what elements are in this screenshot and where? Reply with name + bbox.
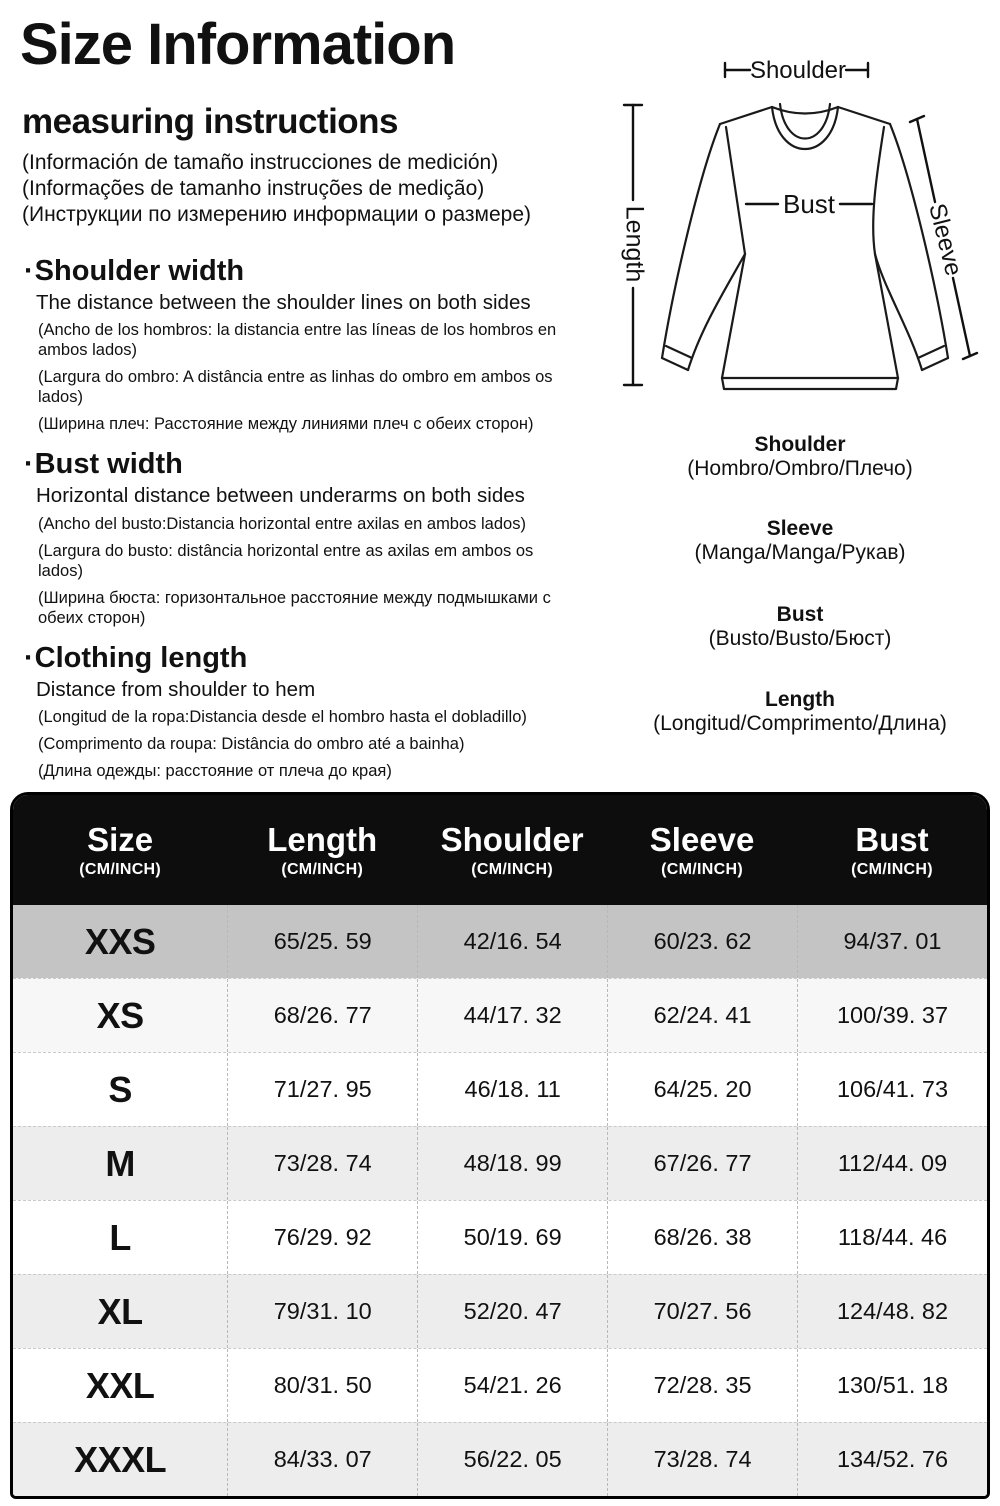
header-unit: (CM/INCH) xyxy=(661,861,743,879)
translation-pt: (Comprimento da roupa: Distância do ombro até a bainha) xyxy=(38,735,465,754)
measuring-sections xyxy=(24,256,589,796)
table-row-xxxl xyxy=(13,1422,987,1496)
section-heading xyxy=(24,643,589,675)
section-description: The distance between the shoulder lines on both sides xyxy=(36,290,531,314)
section-bust-width xyxy=(24,449,589,627)
size-cell: XL xyxy=(97,1290,143,1332)
sleeve-cell: 60/23. 62 xyxy=(607,905,797,978)
header-label: Sleeve xyxy=(649,820,755,858)
table-row-s xyxy=(13,1052,987,1126)
length-cell: 79/31. 10 xyxy=(227,1275,417,1348)
bust-cell: 134/52. 76 xyxy=(797,1423,987,1496)
legend-term: Sleeve xyxy=(766,517,834,540)
bullet: · xyxy=(24,448,34,481)
header-unit: (CM/INCH) xyxy=(471,861,554,879)
title-translation-ru: (Инструкции по измерению информации о размере) xyxy=(22,203,532,226)
translation-ru: (Ширина плеч: Расстояние между линиями плеч с обеих сторон) xyxy=(38,415,534,434)
translation-pt: (Largura do busto: distância horizontal entre as axilas em ambos os lados) xyxy=(38,541,534,580)
sleeve-cell: 62/24. 41 xyxy=(607,979,797,1052)
sleeve-cell: 68/26. 38 xyxy=(607,1201,797,1274)
sleeve-cell: 70/27. 56 xyxy=(607,1275,797,1348)
shoulder-cell: 54/21. 26 xyxy=(417,1349,607,1422)
legend-term: Length xyxy=(765,688,835,711)
size-table-header xyxy=(13,795,987,905)
diagram-sleeve-label: Sleeve xyxy=(923,200,968,279)
legend-shoulder xyxy=(600,433,1000,481)
bullet: · xyxy=(24,255,34,287)
size-table xyxy=(10,792,990,1499)
legend-translation: (Longitud/Comprimento/Длина) xyxy=(653,712,947,735)
bust-cell: 106/41. 73 xyxy=(797,1053,987,1126)
size-cell: L xyxy=(109,1216,131,1258)
diagram-legend xyxy=(600,0,1000,760)
size-cell: S xyxy=(108,1068,132,1110)
bust-cell: 112/44. 09 xyxy=(797,1127,987,1200)
legend-bust xyxy=(600,603,1000,651)
header-shoulder xyxy=(417,821,607,880)
table-row-xxs xyxy=(13,905,987,978)
bust-cell: 100/39. 37 xyxy=(797,979,987,1052)
legend-length xyxy=(600,688,1000,736)
translation-es: (Longitud de la ropa:Distancia desde el hombro hasta el dobladillo) xyxy=(38,708,527,727)
section-heading xyxy=(24,449,589,481)
diagram-shoulder-label: Shoulder xyxy=(749,57,847,84)
shoulder-cell: 52/20. 47 xyxy=(417,1275,607,1348)
section-translations xyxy=(38,514,589,628)
bust-cell: 124/48. 82 xyxy=(797,1275,987,1348)
section-shoulder-width xyxy=(24,256,589,434)
length-cell: 68/26. 77 xyxy=(227,979,417,1052)
sleeve-cell: 64/25. 20 xyxy=(607,1053,797,1126)
bust-cell: 94/37. 01 xyxy=(797,905,987,978)
header-label: Bust xyxy=(855,820,929,858)
table-row-xs xyxy=(13,978,987,1052)
length-cell: 80/31. 50 xyxy=(227,1349,417,1422)
header-unit: (CM/INCH) xyxy=(79,861,162,879)
title-translation-pt: (Informações de tamanho instruções de medição) xyxy=(22,177,485,200)
sleeve-cell: 73/28. 74 xyxy=(607,1423,797,1496)
section-translations xyxy=(38,320,589,434)
title-translations xyxy=(22,150,531,228)
legend-translation: (Hombro/Ombro/Плечо) xyxy=(687,457,913,480)
length-cell: 65/25. 59 xyxy=(227,905,417,978)
size-cell: XS xyxy=(96,994,144,1036)
table-row-xxl xyxy=(13,1348,987,1422)
header-label: Length xyxy=(267,820,378,858)
size-cell: M xyxy=(105,1142,135,1184)
header-sleeve xyxy=(607,821,797,880)
size-cell: XXL xyxy=(85,1364,155,1406)
header-bust xyxy=(797,821,987,880)
translation-es: (Ancho del busto:Distancia horizontal entre axilas en ambos lados) xyxy=(38,514,526,533)
section-description: Distance from shoulder to hem xyxy=(36,677,316,701)
table-row-m xyxy=(13,1126,987,1200)
shoulder-cell: 44/17. 32 xyxy=(417,979,607,1052)
length-cell: 73/28. 74 xyxy=(227,1127,417,1200)
bullet: · xyxy=(24,641,34,674)
header-unit: (CM/INCH) xyxy=(281,861,364,879)
page-title: Size Information xyxy=(20,12,456,77)
bust-cell: 118/44. 46 xyxy=(797,1201,987,1274)
translation-pt: (Largura do ombro: A distância entre as linhas do ombro em ambos os lados) xyxy=(38,368,553,407)
diagram-length-label: Length xyxy=(620,205,649,283)
translation-ru: (Ширина бюста: горизонтальное расстояние между подмышками с обеих сторон) xyxy=(38,588,551,627)
length-cell: 84/33. 07 xyxy=(227,1423,417,1496)
section-translations xyxy=(38,707,589,781)
translation-es: (Ancho de los hombros: la distancia entre las líneas de los hombros en ambos lados) xyxy=(38,321,557,360)
legend-sleeve xyxy=(600,517,1000,565)
shoulder-cell: 42/16. 54 xyxy=(417,905,607,978)
legend-term: Shoulder xyxy=(754,433,846,456)
translation-ru: (Длина одежды: расстояние от плеча до края) xyxy=(38,762,392,781)
shoulder-cell: 46/18. 11 xyxy=(417,1053,607,1126)
length-cell: 71/27. 95 xyxy=(227,1053,417,1126)
diagram-bust-label: Bust xyxy=(782,189,836,219)
length-cell: 76/29. 92 xyxy=(227,1201,417,1274)
legend-term: Bust xyxy=(776,603,824,626)
size-cell: XXS xyxy=(84,920,156,962)
header-label: Size xyxy=(87,820,154,858)
section-clothing-length xyxy=(24,643,589,781)
section-heading xyxy=(24,256,589,288)
shoulder-cell: 48/18. 99 xyxy=(417,1127,607,1200)
section-heading-text: Clothing length xyxy=(34,641,248,674)
section-description: Horizontal distance between underarms on both sides xyxy=(36,484,525,508)
header-size xyxy=(13,821,227,880)
title-translation-es: (Información de tamaño instrucciones de medición) xyxy=(22,151,499,174)
table-row-xl xyxy=(13,1274,987,1348)
section-heading-text: Bust width xyxy=(34,448,183,481)
bust-cell: 130/51. 18 xyxy=(797,1349,987,1422)
header-unit: (CM/INCH) xyxy=(851,861,933,879)
section-heading-text: Shoulder width xyxy=(34,255,245,287)
legend-translation: (Manga/Manga/Рукав) xyxy=(694,541,906,564)
header-label: Shoulder xyxy=(440,820,584,858)
sleeve-cell: 72/28. 35 xyxy=(607,1349,797,1422)
page-subtitle: measuring instructions xyxy=(22,102,399,141)
size-cell: XXXL xyxy=(74,1438,167,1480)
sleeve-cell: 67/26. 77 xyxy=(607,1127,797,1200)
shoulder-cell: 50/19. 69 xyxy=(417,1201,607,1274)
table-row-l xyxy=(13,1200,987,1274)
header-length xyxy=(227,821,417,880)
legend-translation: (Busto/Busto/Бюст) xyxy=(708,627,892,650)
shoulder-cell: 56/22. 05 xyxy=(417,1423,607,1496)
